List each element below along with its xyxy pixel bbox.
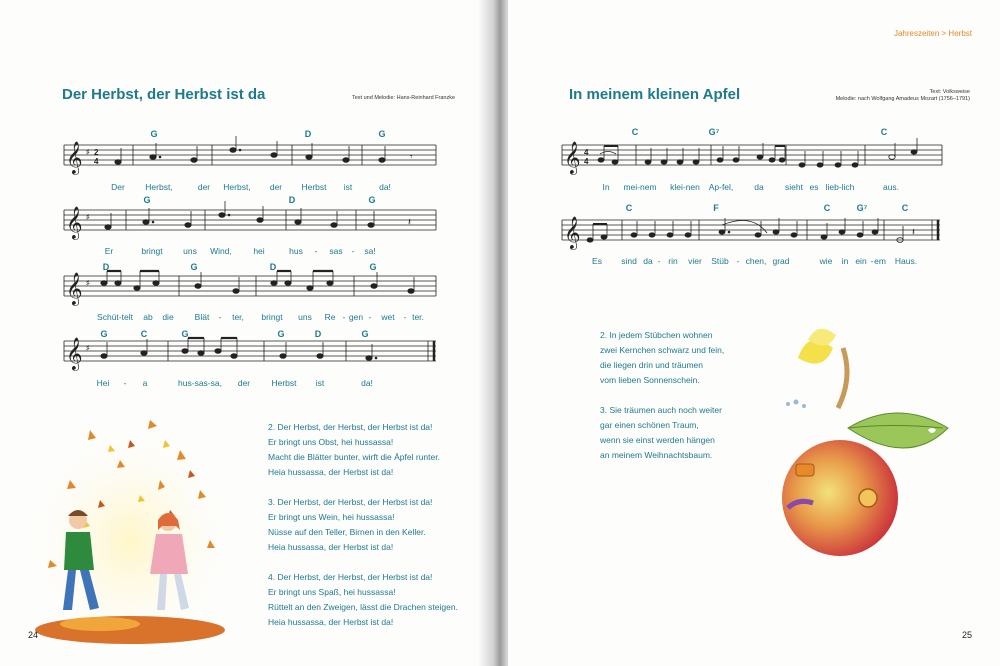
verse-line: 3. Der Herbst, der Herbst, der Herbst ist da! [268, 497, 433, 507]
svg-text:𝄞: 𝄞 [564, 216, 581, 249]
verse-line: Er bringt uns Wein, hei hussassa! [268, 512, 395, 522]
lyric-syllable: gen [348, 312, 364, 322]
verse-stanza [268, 495, 458, 555]
svg-text:♯: ♯ [86, 149, 90, 156]
verse-line: Heia hussassa, der Herbst ist da! [268, 617, 394, 627]
verse-line: Rüttelt an den Zweigen, lässt die Drachen steigen. [268, 602, 458, 612]
breadcrumb: Jahreszeiten > Herbst [893, 29, 972, 38]
verse-line: vom lieben Sonnenschein. [600, 375, 700, 385]
lyric-syllable: da [754, 182, 764, 192]
verse-stanza [600, 328, 724, 388]
lyric-syllable: - [657, 256, 661, 266]
svg-text:𝄞: 𝄞 [66, 141, 83, 174]
chord-symbol: G [368, 195, 376, 205]
lyric-syllable: Herbst, [145, 182, 173, 192]
chord-symbol: D [269, 262, 277, 272]
svg-text:𝄽: 𝄽 [408, 217, 412, 228]
svg-text:𝄞: 𝄞 [66, 206, 83, 239]
verse-stanza [268, 570, 458, 630]
verse-line: Er bringt uns Obst, hei hussassa! [268, 437, 394, 447]
chord-symbol: C [880, 127, 888, 137]
lyric-syllable: Stüb [711, 256, 729, 266]
chord-symbol: C [823, 203, 831, 213]
lyric-syllable: Wind, [210, 246, 232, 256]
lyric-syllable: Schüt-telt [97, 312, 133, 322]
chord-symbol: G [100, 329, 108, 339]
lyric-syllable: Der [111, 182, 125, 192]
verse-line: 4. Der Herbst, der Herbst, der Herbst ist da! [268, 572, 433, 582]
lyric-syllable: wie [819, 256, 833, 266]
verse-line: Er bringt uns Spaß, hei hussassa! [268, 587, 396, 597]
lyric-syllable: Es [592, 256, 602, 266]
song-credit [836, 89, 970, 103]
svg-text:𝄞: 𝄞 [564, 141, 581, 174]
verse-stanza [268, 420, 458, 480]
verse-line: gar einen schönen Traum, [600, 420, 699, 430]
lyric-syllable: ter. [412, 312, 424, 322]
verse-line: an meinem Weihnachtsbaum. [600, 450, 713, 460]
lyric-syllable: uns [183, 246, 197, 256]
apple-with-butterfly-illustration [768, 318, 988, 558]
svg-text:4: 4 [584, 157, 589, 166]
verse-line: 2. In jedem Stübchen wohnen [600, 330, 713, 340]
chord-symbol: C [901, 203, 909, 213]
lyric-syllable: Herbst [301, 182, 327, 192]
song-title: Der Herbst, der Herbst ist da [62, 86, 266, 103]
lyric-syllable: ist [315, 378, 325, 388]
chord-symbol: D [102, 262, 110, 272]
lyric-syllable: in [841, 256, 849, 266]
lyric-syllable: aus. [882, 182, 900, 192]
verse-line: 3. Sie träumen auch noch weiter [600, 405, 722, 415]
lyric-syllable: sieht [785, 182, 803, 192]
chord-symbol: F [713, 203, 719, 213]
svg-text:𝄽: 𝄽 [912, 227, 916, 238]
lyric-syllable: Er [104, 246, 114, 256]
verses [268, 420, 458, 645]
svg-text:𝄞: 𝄞 [66, 272, 83, 305]
lyric-syllable: Ap-fel, [708, 182, 734, 192]
lyric-syllable: chen, [745, 256, 767, 266]
lyric-syllable: grad [772, 256, 790, 266]
lyric-syllable: - [403, 312, 407, 322]
lyric-syllable: bringt [261, 312, 283, 322]
svg-text:♯: ♯ [86, 345, 90, 352]
chord-symbol: G⁷ [708, 127, 720, 137]
lyric-syllable: - [870, 256, 874, 266]
verse-line: die liegen drin und träumen [600, 360, 704, 370]
svg-text:4: 4 [94, 157, 99, 166]
lyric-syllable: hus [289, 246, 303, 256]
lyric-syllable: bringt [141, 246, 163, 256]
lyric-syllable: die [162, 312, 174, 322]
lyric-syllable: - [123, 378, 127, 388]
lyric-syllable: Herbst [271, 378, 297, 388]
chord-symbol: C [625, 203, 633, 213]
lyric-syllable: rin [668, 256, 678, 266]
credit-text: Text: Volksweise [929, 89, 970, 95]
lyric-syllable: Blät [194, 312, 210, 322]
song-credit: Text und Melodie: Hans-Reinhard Franzke [352, 95, 456, 101]
lyric-syllable: - [736, 256, 740, 266]
svg-text:2: 2 [94, 148, 99, 157]
music-staff-1 [562, 140, 952, 180]
chord-symbol: C [140, 329, 148, 339]
music-staff-3 [64, 271, 444, 311]
lyric-syllable: Hei [96, 378, 110, 388]
chord-symbol: G [277, 329, 285, 339]
lyric-syllable: der [237, 378, 251, 388]
page-number: 25 [961, 630, 972, 640]
credit-melody: Melodie: nach Wolfgang Amadeus Mozart (1756–1791) [835, 96, 970, 102]
chord-symbol: D [304, 129, 312, 139]
lyric-syllable: Re [324, 312, 336, 322]
music-staff-1 [64, 140, 444, 180]
lyric-syllable: klei-nen [670, 182, 700, 192]
lyric-syllable: - [351, 246, 355, 256]
verse-line: wenn sie einst werden hängen [600, 435, 715, 445]
verse-line: Macht die Blätter bunter, wirft die Äpfel runter. [268, 452, 440, 462]
lyric-syllable: hei [253, 246, 265, 256]
left-page [0, 0, 492, 666]
music-staff-2 [562, 215, 952, 255]
verse-line: Nüsse auf den Teller, Birnen in den Keller. [268, 527, 426, 537]
song-title: In meinem kleinen Apfel [569, 86, 741, 103]
music-staff-4 [64, 336, 444, 376]
lyric-syllable: em [874, 256, 886, 266]
svg-text:♯: ♯ [86, 280, 90, 287]
lyric-syllable: der [269, 182, 283, 192]
lyric-syllable: da [643, 256, 653, 266]
lyric-syllable: es [809, 182, 819, 192]
lyric-syllable: a [142, 378, 148, 388]
children-autumn-leaves-illustration [30, 410, 230, 650]
lyric-syllable: ter, [232, 312, 244, 322]
verse-line: zwei Kernchen schwarz und fein, [600, 345, 725, 355]
verse-stanza [600, 403, 724, 463]
chord-symbol: C [631, 127, 639, 137]
lyric-syllable: hus-sas-sa, [178, 378, 222, 388]
lyric-syllable: In [602, 182, 610, 192]
verse-line: Heia hussassa, der Herbst ist da! [268, 467, 394, 477]
chord-symbol: G [369, 262, 377, 272]
chord-symbol: G [378, 129, 386, 139]
chord-symbol: G [361, 329, 369, 339]
lyric-syllable: uns [298, 312, 312, 322]
chord-symbol: D [288, 195, 296, 205]
lyric-syllable: vier [688, 256, 702, 266]
lyric-syllable: ist [343, 182, 353, 192]
lyric-syllable: ab [143, 312, 153, 322]
lyric-syllable: - [342, 312, 346, 322]
verse-line: Heia hussassa, der Herbst ist da! [268, 542, 394, 552]
svg-text:♯: ♯ [86, 214, 90, 221]
lyric-syllable: ein [855, 256, 867, 266]
chord-symbol: G⁷ [856, 203, 868, 213]
lyric-syllable: - [368, 312, 372, 322]
svg-text:4: 4 [584, 148, 589, 157]
lyric-syllable: mei-nem [623, 182, 657, 192]
lyric-syllable: da! [379, 182, 391, 192]
lyric-syllable: sas [329, 246, 343, 256]
lyric-syllable: der [197, 182, 211, 192]
page-number: 24 [28, 630, 39, 640]
chord-symbol: G [181, 329, 189, 339]
right-page [508, 0, 1000, 666]
svg-text:𝄾: 𝄾 [410, 152, 413, 163]
lyric-syllable: da! [361, 378, 373, 388]
lyric-syllable: sa! [364, 246, 376, 256]
lyric-syllable: sind [621, 256, 637, 266]
chord-symbol: G [190, 262, 198, 272]
chord-symbol: G [150, 129, 158, 139]
lyric-syllable: Herbst, [223, 182, 251, 192]
verses [600, 328, 724, 478]
lyric-syllable: - [218, 312, 222, 322]
music-staff-2 [64, 205, 444, 245]
lyric-syllable: Haus. [894, 256, 918, 266]
svg-text:𝄞: 𝄞 [66, 337, 83, 370]
chord-symbol: D [314, 329, 322, 339]
verse-line: 2. Der Herbst, der Herbst, der Herbst ist da! [268, 422, 433, 432]
lyric-syllable: lieb-lich [825, 182, 855, 192]
lyric-syllable: wet [381, 312, 395, 322]
lyric-syllable: - [314, 246, 318, 256]
chord-symbol: G [143, 195, 151, 205]
